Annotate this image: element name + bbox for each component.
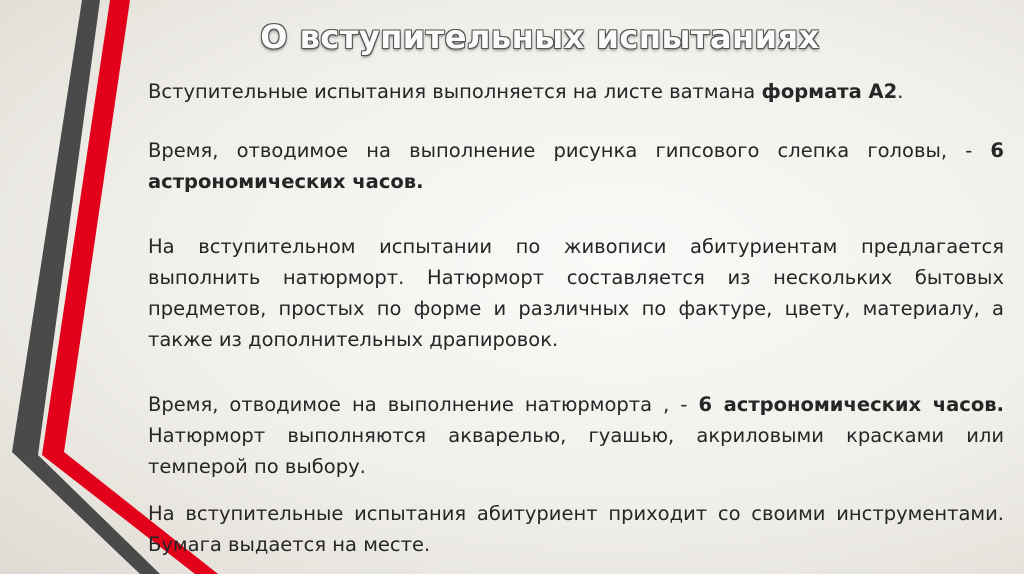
paragraph-1-tail: . bbox=[897, 80, 904, 103]
paragraph-2 bbox=[148, 135, 1004, 197]
paragraph-5-text: На вступительные испытания абитуриент приходит со своими инструментами. Бумага выдается на месте. bbox=[148, 502, 1004, 556]
paragraph-4-tail: Натюрморт выполняются акварелью, гуашью, акриловыми красками или темперой по выбору. bbox=[148, 424, 1004, 478]
slide-body bbox=[148, 76, 1004, 560]
paragraph-4 bbox=[148, 389, 1004, 482]
paragraph-2-bold: 6 астрономических часов. bbox=[148, 139, 1004, 193]
paragraph-1 bbox=[148, 76, 1004, 107]
paragraph-1-bold: формата А2 bbox=[761, 80, 898, 103]
paragraph-1-text: Вступительные испытания выполняется на листе ватмана bbox=[148, 80, 762, 103]
slide-title: О вступительных испытаниях bbox=[260, 18, 820, 56]
paragraph-5 bbox=[148, 498, 1004, 560]
paragraph-2-text: Время, отводимое на выполнение рисунка гипсового слепка головы, - bbox=[148, 139, 991, 162]
paragraph-4-bold: 6 астрономических часов. bbox=[698, 393, 1004, 416]
paragraph-4-text: Время, отводимое на выполнение натюрморта , - bbox=[148, 393, 699, 416]
paragraph-3 bbox=[148, 231, 1004, 355]
paragraph-3-text: На вступительном испытании по живописи абитуриентам предлагается выполнить натюрморт. Натюрморт составляется из нескольких бытовых предметов, простых по форме и различных по фактуре, цвету, материалу, а также из дополнительных драпировок. bbox=[148, 235, 1004, 351]
